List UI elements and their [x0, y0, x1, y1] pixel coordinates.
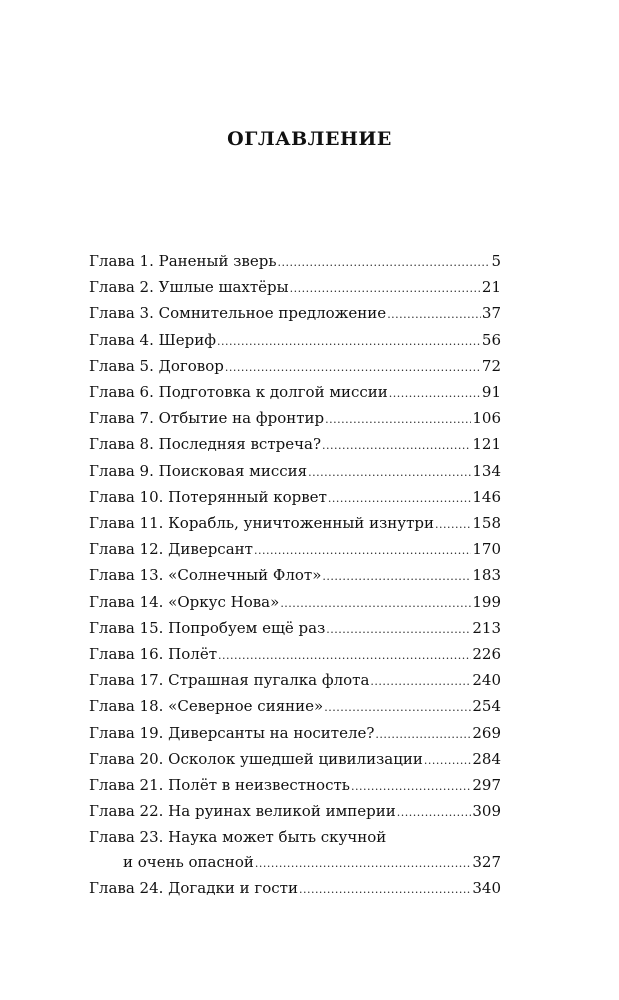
toc-entry[interactable]: [89, 354, 501, 380]
toc-entry-page: 254: [472, 697, 501, 716]
toc-entry[interactable]: [89, 406, 501, 432]
toc-entry[interactable]: [89, 642, 501, 668]
dot-leader: [387, 303, 481, 327]
toc-entry-page: 121: [472, 435, 501, 454]
toc-entry-page: 134: [472, 461, 501, 480]
toc-entry-page: 340: [472, 878, 501, 897]
toc-entry-page: 199: [472, 592, 501, 611]
dot-leader: [326, 618, 471, 642]
toc-entry-page: 269: [472, 723, 501, 742]
toc-entry-title: Глава 8. Последняя встреча?: [89, 435, 322, 454]
toc-entry[interactable]: [89, 380, 501, 406]
toc-entry-page: 213: [472, 618, 501, 637]
toc-entry-page: 56: [481, 330, 501, 349]
dot-leader: [290, 277, 481, 301]
toc-entry[interactable]: [89, 459, 501, 485]
table-of-contents: [89, 249, 501, 902]
dot-leader: [435, 513, 471, 537]
toc-entry[interactable]: [89, 773, 501, 799]
toc-entry-title: Глава 20. Осколок ушедшей цивилизации: [89, 749, 423, 768]
toc-entry-page: 5: [491, 252, 501, 270]
dot-leader: [375, 723, 471, 747]
toc-entry-page: 284: [472, 749, 501, 768]
toc-entry[interactable]: [89, 301, 501, 327]
toc-entry-page: 146: [472, 487, 501, 506]
toc-entry-page: 37: [481, 304, 501, 323]
toc-entry-page: 72: [481, 356, 501, 375]
dot-leader: [424, 749, 472, 773]
toc-entry-title: Глава 1. Раненый зверь: [89, 252, 277, 270]
dot-leader: [255, 852, 471, 876]
toc-entry-title: Глава 5. Договор: [89, 356, 224, 375]
toc-entry-title: Глава 6. Подготовка к долгой миссии: [89, 383, 388, 402]
dot-leader: [351, 775, 471, 799]
dot-leader: [325, 408, 471, 432]
toc-entry-page: 240: [472, 671, 501, 690]
toc-entry[interactable]: [89, 563, 501, 589]
toc-entry-page: 327: [472, 852, 501, 871]
dot-leader: [370, 670, 471, 694]
toc-entry-title: Глава 23. Наука может быть скучной: [89, 828, 387, 847]
dot-leader: [217, 330, 481, 354]
toc-entry[interactable]: [89, 616, 501, 642]
toc-entry-title: Глава 9. Поисковая миссия: [89, 461, 308, 480]
toc-entry-title-continuation: и очень опасной: [123, 852, 254, 871]
toc-entry-title: Глава 18. «Северное сияние»: [89, 697, 324, 716]
toc-entry[interactable]: [89, 799, 501, 825]
dot-leader: [225, 356, 481, 380]
toc-entry-page: 21: [481, 278, 501, 297]
toc-entry[interactable]: [89, 432, 501, 458]
toc-entry-title: Глава 7. Отбытие на фронтир: [89, 409, 325, 428]
toc-entry-title: Глава 22. На руинах великой империи: [89, 802, 396, 821]
toc-entry[interactable]: [89, 825, 501, 875]
toc-entry-title: Глава 24. Догадки и гости: [89, 878, 298, 897]
toc-entry-title: Глава 4. Шериф: [89, 330, 216, 349]
toc-entry-title: Глава 13. «Солнечный Флот»: [89, 566, 322, 585]
page-title: ОГЛАВЛЕНИЕ: [227, 128, 392, 150]
toc-entry-title: Глава 3. Сомнительное предложение: [89, 304, 387, 323]
toc-entry-title: Глава 10. Потерянный корвет: [89, 487, 327, 506]
dot-leader: [322, 434, 471, 458]
toc-entry[interactable]: [89, 249, 501, 275]
dot-leader: [324, 696, 471, 720]
dot-leader: [218, 644, 471, 668]
dot-leader: [299, 878, 471, 902]
dot-leader: [308, 461, 471, 485]
toc-entry-title: Глава 15. Попробуем ещё раз: [89, 618, 326, 637]
toc-entry[interactable]: [89, 328, 501, 354]
toc-entry-page: 226: [472, 645, 501, 664]
toc-entry-page: 309: [472, 802, 501, 821]
dot-leader: [328, 487, 471, 511]
toc-entry[interactable]: [89, 694, 501, 720]
toc-entry[interactable]: [89, 747, 501, 773]
toc-entry-page: 91: [481, 383, 501, 402]
toc-entry-page: 183: [472, 566, 501, 585]
dot-leader: [254, 539, 471, 563]
toc-entry-title: Глава 21. Полёт в неизвестность: [89, 776, 350, 795]
toc-entry-page: 297: [472, 776, 501, 795]
toc-entry[interactable]: [89, 876, 501, 902]
toc-entry-title: Глава 2. Ушлые шахтёры: [89, 278, 289, 297]
toc-entry[interactable]: [89, 721, 501, 747]
toc-entry-title: Глава 17. Страшная пугалка флота: [89, 671, 370, 690]
toc-entry-title: Глава 19. Диверсанты на носителе?: [89, 723, 375, 742]
toc-entry-title: Глава 11. Корабль, уничтоженный изнутри: [89, 514, 434, 533]
dot-leader: [322, 565, 471, 589]
dot-leader: [397, 801, 472, 825]
toc-entry[interactable]: [89, 485, 501, 511]
toc-entry-page: 106: [472, 409, 501, 428]
toc-entry-page: 170: [472, 540, 501, 559]
toc-entry[interactable]: [89, 590, 501, 616]
toc-entry-title: Глава 16. Полёт: [89, 645, 217, 664]
toc-entry[interactable]: [89, 275, 501, 301]
dot-leader: [278, 251, 491, 275]
dot-leader: [280, 592, 471, 616]
toc-entry-title: Глава 12. Диверсант: [89, 540, 253, 559]
toc-entry[interactable]: [89, 537, 501, 563]
toc-entry-title: Глава 14. «Оркус Нова»: [89, 592, 280, 611]
toc-entry-page: 158: [472, 514, 501, 533]
toc-entry[interactable]: [89, 511, 501, 537]
dot-leader: [389, 382, 481, 406]
toc-entry[interactable]: [89, 668, 501, 694]
